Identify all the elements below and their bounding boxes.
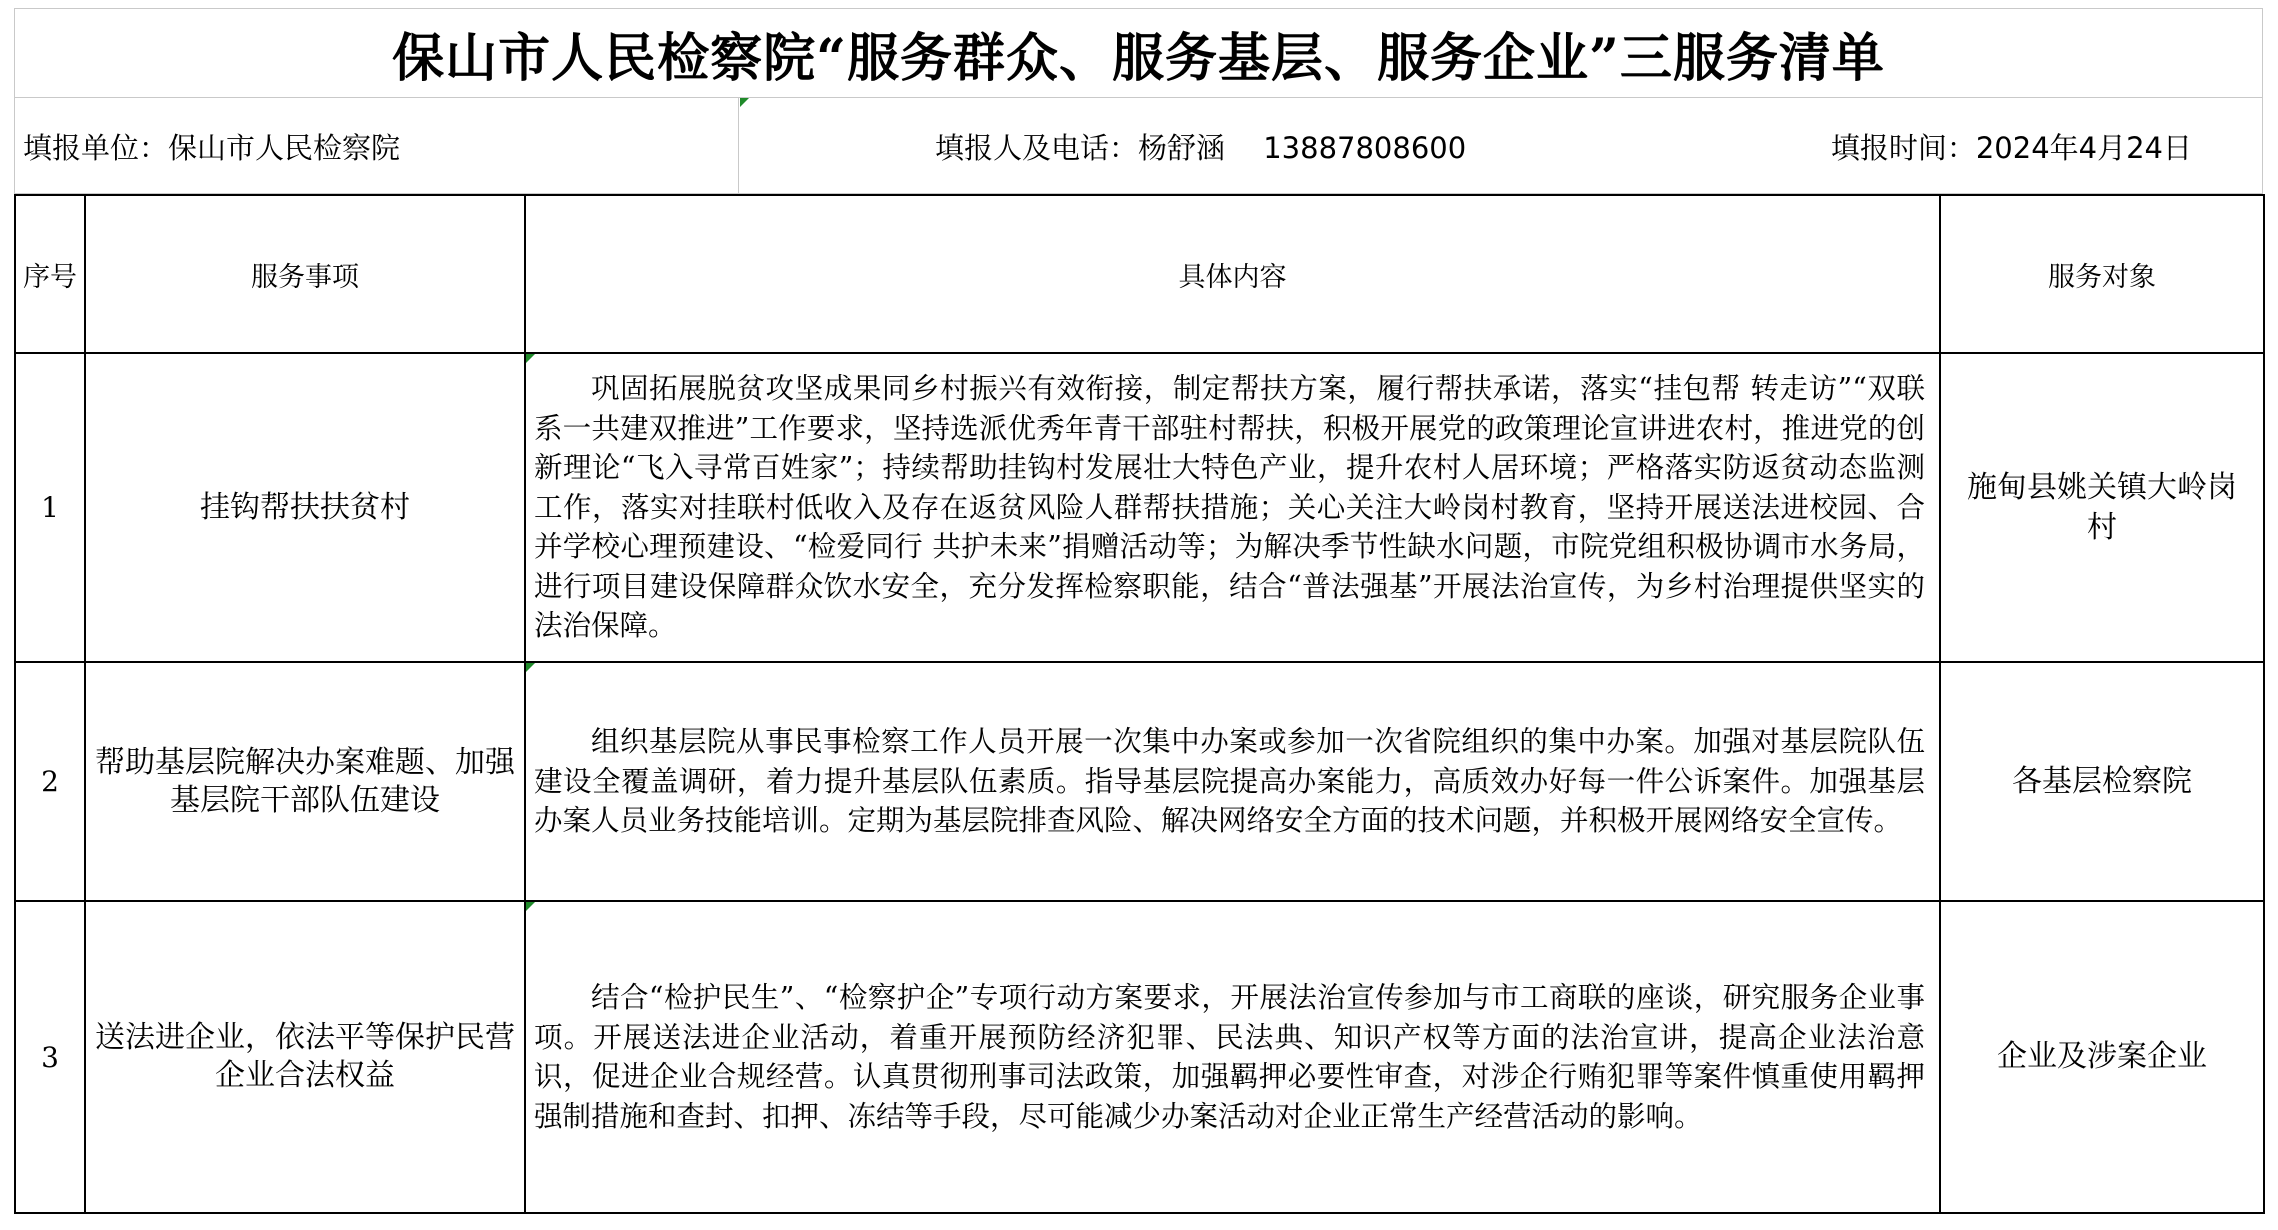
reporter-contact[interactable]: 填报人及电话：杨舒涵 13887808600 — [935, 130, 1467, 165]
row-item-cell[interactable]: 送法进企业，依法平等保护民营企业合法权益 — [85, 901, 525, 1213]
table-row — [15, 901, 2264, 1213]
title-cell[interactable] — [14, 8, 2263, 98]
row-num-cell[interactable]: 3 — [15, 901, 85, 1213]
row-target-cell[interactable]: 企业及涉案企业 — [1940, 901, 2264, 1213]
table-row — [15, 662, 2264, 901]
info-divider — [738, 98, 739, 194]
row-item-cell[interactable]: 帮助基层院解决办案难题、加强基层院干部队伍建设 — [85, 662, 525, 901]
page-title: 保山市人民检察院“服务群众、服务基层、服务企业”三服务清单 — [392, 27, 1885, 89]
row-content-cell[interactable] — [525, 901, 1940, 1213]
service-table — [14, 194, 2265, 1214]
row-target-cell[interactable]: 施甸县姚关镇大岭岗村 — [1940, 353, 2264, 662]
header-area — [14, 8, 2263, 194]
header-num[interactable]: 序号 — [15, 195, 85, 353]
row-content-text: 组织基层院从事民事检察工作人员开展一次集中办案或参加一次省院组织的集中办案。加强对基层院队伍建设全覆盖调研，着力提升基层队伍素质。指导基层院提高办案能力，高质效办好每一件公诉案件。加强基层办案人员业务技能培训。定期为基层院排查风险、解决网络安全方面的技术问题，并积极开展网络安全宣传。 — [534, 725, 1925, 838]
info-row — [14, 98, 2263, 194]
row-num-cell[interactable]: 1 — [15, 353, 85, 662]
reporting-unit[interactable]: 填报单位：保山市人民检察院 — [23, 130, 401, 165]
row-content-text: 结合“检护民生”、“检察护企”专项行动方案要求，开展法治宣传参加与市工商联的座谈，研究服务企业事项。开展送法进企业活动，着重开展预防经济犯罪、民法典、知识产权等方面的法治宣讲，提高企业法治意识，促进企业合规经营。认真贯彻刑事司法政策，加强羁押必要性审查，对涉企行贿犯罪等案件慎重使用羁押强制措施和查封、扣押、冻结等手段，尽可能减少办案活动对企业正常生产经营活动的影响。 — [534, 981, 1925, 1133]
row-num-cell[interactable]: 2 — [15, 662, 85, 901]
row-content-cell[interactable] — [525, 662, 1940, 901]
row-item-cell[interactable]: 挂钩帮扶扶贫村 — [85, 353, 525, 662]
cell-comment-marker — [740, 98, 749, 107]
cell-comment-marker — [526, 902, 535, 911]
table-row — [15, 353, 2264, 662]
cell-comment-marker — [526, 663, 535, 672]
cell-comment-marker — [526, 354, 535, 363]
header-item[interactable]: 服务事项 — [85, 195, 525, 353]
header-content[interactable]: 具体内容 — [525, 195, 1940, 353]
row-content-text: 巩固拓展脱贫攻坚成果同乡村振兴有效衔接，制定帮扶方案，履行帮扶承诺，落实“挂包帮 转走访”“双联系一共建双推进”工作要求，坚持选派优秀年青干部驻村帮扶，积极开展党的政策理论宣讲进农村，推进党的创新理论“飞入寻常百姓家”；持续帮助挂钩村发展壮大特色产业，提升农村人居环境；严格落实防返贫动态监测工作，落实对挂联村低收入及存在返贫风险人群帮扶措施；关心关注大岭岗村教育，坚持开展送法进校园、合并学校心理预建设、“检爱同行 共护未来”捐赠活动等；为解决季节性缺水问题，市院党组积极协调市水务局，进行项目建设保障群众饮水安全，充分发挥检察职能，结合“普法强基”开展法治宣传，为乡村治理提供坚实的法治保障。 — [534, 372, 1925, 643]
report-date[interactable]: 填报时间：2024年4月24日 — [1830, 130, 2192, 165]
row-content-cell[interactable] — [525, 353, 1940, 662]
table-header-row — [15, 195, 2264, 353]
header-target[interactable]: 服务对象 — [1940, 195, 2264, 353]
row-target-cell[interactable]: 各基层检察院 — [1940, 662, 2264, 901]
